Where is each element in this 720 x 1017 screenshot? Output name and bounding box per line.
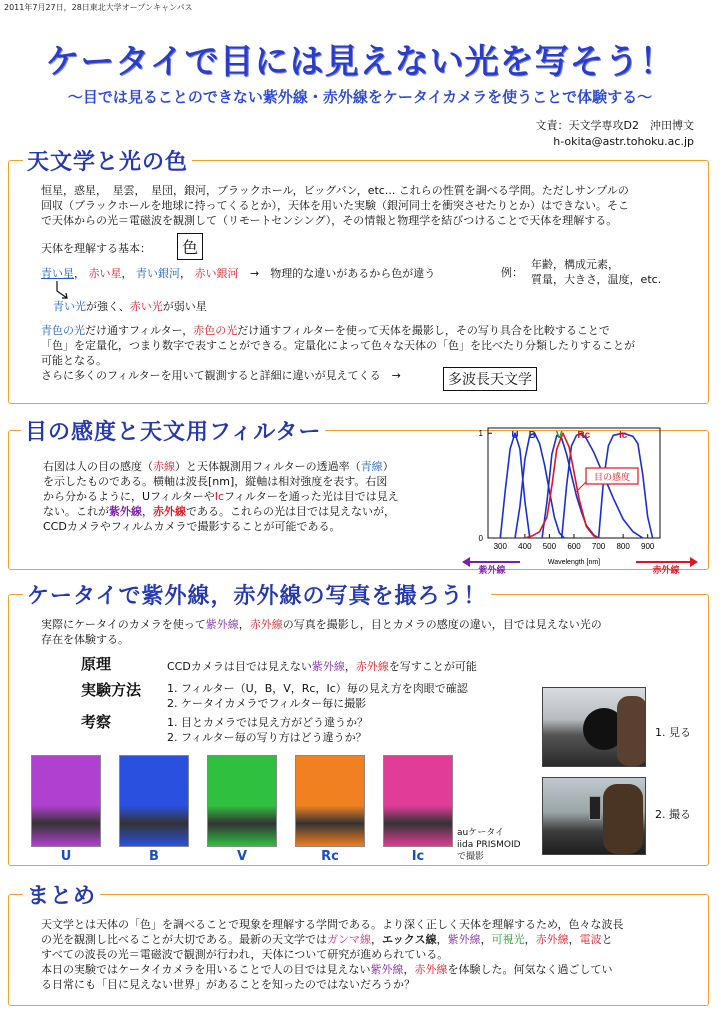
- text-span: である。これらの光は目では見えないが，: [186, 505, 395, 518]
- separator: ，: [74, 267, 85, 280]
- text-line: [43, 489, 449, 504]
- discussion-item: 2. フィルター毎の写り方はどう違うか？: [167, 731, 367, 744]
- discussion-list: [167, 715, 368, 745]
- basic-label: 天体を理解する基本：: [41, 242, 151, 255]
- text-line: [41, 617, 701, 632]
- filter-photo-label: Ic: [411, 849, 425, 864]
- filter-label-Ic: Ic: [618, 430, 628, 441]
- section-heading: 目の感度と天文用フィルター: [21, 415, 325, 446]
- filter-photo-v: [207, 755, 277, 847]
- uv-text: 紫外線: [447, 933, 481, 946]
- filter-label-B: B: [528, 430, 536, 441]
- filter-photo-label: U: [60, 849, 72, 864]
- principle-label: 原理: [81, 655, 112, 673]
- light-strength-line: [53, 299, 207, 314]
- poster-title: ケータイで目には見えない光を写そう！: [45, 42, 675, 82]
- section-astronomy-color: [8, 150, 709, 404]
- section-heading: まとめ: [23, 879, 100, 910]
- text-span: 右図は人の目の感度（: [43, 460, 153, 473]
- note-line: iida PRISMOID: [457, 840, 521, 850]
- text-line: [41, 932, 703, 947]
- text-span: が弱い星: [162, 300, 207, 313]
- ir-text: 赤外線: [355, 660, 389, 673]
- filter-photo-label: V: [236, 849, 248, 864]
- x-tick-label: 500: [542, 542, 557, 551]
- principle-text: [167, 659, 477, 674]
- text-span: だけ通すフィルターを使って天体を撮影し，その写り具合を比較することで: [237, 324, 610, 337]
- section-intro: [41, 617, 701, 647]
- text-span: と: [601, 933, 613, 946]
- filter-label-U: U: [511, 430, 519, 441]
- separator: ，: [480, 933, 492, 946]
- text-line: で天体からの光＝電磁波を観測して（リモートセンシング），その情報と物理学を結びつけることで天体を理解する。: [41, 214, 618, 227]
- ir-text: 赤外線: [249, 618, 283, 631]
- method-step: 2. ケータイカメラでフィルター毎に撮影: [167, 697, 367, 710]
- poster-subtitle: 〜目では見ることのできない紫外線・赤外線をケータイカメラを使うことで体験する〜: [67, 88, 653, 106]
- text-span: フィルターを通った光は目では見え: [224, 490, 399, 503]
- ir-label: 赤外線: [652, 566, 680, 574]
- text-line: 回収（ブラックホールを地球に持ってくるとか），天体を用いた実験（銀河同士を衝突させたりとか）はできない。そこ: [41, 199, 630, 212]
- example-label: 例：: [501, 266, 523, 279]
- note-line: で撮影: [457, 852, 485, 862]
- text-line: [41, 962, 703, 977]
- photo2-caption: 2. 撮る: [655, 808, 691, 821]
- text-line: [43, 504, 449, 519]
- blue-line-text: 青線: [360, 460, 383, 473]
- blue-galaxy-text: 青い銀河: [136, 267, 180, 280]
- ir-text: 赤外線: [535, 933, 569, 946]
- method-step: 1. フィルター（U，B，V，Rc，Ic）毎の見え方を肉眼で確認: [167, 682, 468, 695]
- text-line: 恒星，惑星， 星雲， 星団，銀河，ブラックホール，ビッグバン，etc... これらの性質を調べる学問。ただしサンプルの: [41, 184, 629, 197]
- text-span: ない。これが: [43, 505, 109, 518]
- ir-text: 赤外線: [414, 963, 448, 976]
- section-heading: ケータイで紫外線，赤外線の写真を撮ろう！: [23, 579, 491, 610]
- blue-star-text: 青い星: [41, 267, 74, 280]
- phone-shape: [589, 796, 601, 820]
- text-line: 「色」を定量化，つまり数字で表すことができる。定量化によって色々な天体の「色」を比べたり分類したりすることが: [41, 339, 635, 352]
- gamma-text: ガンマ線: [327, 933, 371, 946]
- red-color-text: 赤色の光: [193, 324, 238, 337]
- person-shape: [617, 696, 646, 766]
- uv-arrowhead-icon: [462, 557, 470, 567]
- summary-paragraph: [41, 917, 703, 992]
- filter-label-V: V: [555, 430, 563, 441]
- text-span: 実際にケータイのカメラを使って: [41, 618, 206, 631]
- person-shape: [603, 784, 643, 854]
- x-tick-label: 800: [616, 542, 630, 551]
- filter-photo-label: Rc: [321, 849, 339, 864]
- photo-shooting: [542, 777, 646, 855]
- xray-text: エックス線: [382, 933, 437, 946]
- x-tick-label: 600: [567, 542, 581, 551]
- filter-photo-ic: [383, 755, 453, 847]
- red-light-text: 赤い光: [129, 300, 163, 313]
- separator: ，: [371, 933, 382, 946]
- author-email[interactable]: h-okita@astr.tohoku.ac.jp: [553, 135, 694, 148]
- method-list: [167, 681, 468, 711]
- author-block: [536, 118, 694, 150]
- discussion-item: 1. 目とカメラでは見え方がどう違うか？: [167, 716, 368, 729]
- text-line: 存在を体験する。: [41, 633, 129, 646]
- separator: ，: [142, 505, 153, 518]
- ic-text: Ic: [214, 490, 225, 503]
- example-line: 質量，大きさ，温度，etc.: [531, 273, 662, 286]
- red-star-text: 赤い星: [88, 267, 122, 280]
- uv-text: 紫外線: [109, 505, 142, 518]
- uv-label: 紫外線: [478, 566, 506, 574]
- x-tick-label: 900: [641, 542, 655, 551]
- text-span: を写すことが可能: [388, 660, 477, 673]
- filter-paragraph: [41, 323, 701, 383]
- blue-light-text: 青い光: [53, 300, 86, 313]
- text-span: 本日の実験ではケータイカメラを用いることで人の目では見えない: [41, 963, 371, 976]
- x-axis-label: Wavelength [nm]: [547, 559, 601, 566]
- note-line: auケータイ: [457, 828, 505, 838]
- separator: ，: [568, 933, 580, 946]
- separator: ，: [121, 267, 133, 280]
- separator: ，: [436, 933, 448, 946]
- separator: ，: [344, 660, 356, 673]
- filter-photo-b: [119, 755, 189, 847]
- text-line: [43, 459, 449, 474]
- ir-text: 赤外線: [153, 505, 186, 518]
- text-span: ）: [382, 460, 394, 473]
- text-line: 可能となる。: [41, 354, 107, 367]
- x-tick-label: 700: [591, 542, 606, 551]
- example-text: [531, 257, 661, 287]
- text-line: すべての波長の光＝電磁波で観測が行われ，天体について研究が進められている。: [41, 948, 449, 961]
- example-line: 年齢，構成元素，: [531, 258, 619, 271]
- x-tick-label: 400: [518, 542, 532, 551]
- camera-note: [457, 827, 521, 863]
- filter-transmission-chart: [460, 410, 704, 574]
- text-span: の写真を撮影し，目とカメラの感度の違い，目では見えない光の: [282, 618, 602, 631]
- text-line: 天文学とは天体の「色」を調べることで現象を理解する学問である。より深く正しく天体を理解するため，色々な波長: [41, 918, 624, 931]
- text-span: が強く、: [86, 300, 130, 313]
- text-span: から分かるように，Uフィルターや: [43, 490, 215, 503]
- author-affiliation: 文責：天文学専攻D2 沖田博文: [535, 119, 694, 132]
- eye-sensitivity-label: 目の感度: [593, 473, 631, 483]
- y-tick-label: 0: [478, 534, 483, 543]
- section-paragraph: [43, 459, 449, 534]
- text-span: だけ通すフィルター，: [85, 324, 194, 337]
- separator: ，: [180, 267, 191, 280]
- uv-text: 紫外線: [370, 963, 404, 976]
- method-label: 実験方法: [81, 681, 142, 699]
- series-line-目の感度: [525, 433, 599, 538]
- text-line: [41, 323, 701, 338]
- ir-arrowhead-icon: [690, 557, 698, 567]
- text-line: CCDカメラやフィルムカメラで撮影することが可能である。: [43, 520, 341, 533]
- text-span: ）と天体観測用フィルターの透過率（: [175, 460, 361, 473]
- color-comparison-line: [41, 266, 501, 281]
- filter-photo-label: B: [149, 849, 159, 864]
- filter-photo-u: [31, 755, 101, 847]
- text-line: る日常にも「目に見えない世界」があることを知ったのではないだろうか？: [41, 978, 415, 991]
- discussion-label: 考察: [81, 713, 112, 731]
- photo-looking: [542, 687, 646, 767]
- y-tick-label: 1: [478, 429, 483, 439]
- text-span: CCDカメラは目では見えない: [167, 660, 312, 673]
- color-keyword-box: 色: [177, 233, 203, 260]
- text-span: の光を観測し比べることが大切である。最新の天文学では: [41, 933, 327, 946]
- blue-color-text: 青色の光: [41, 324, 85, 337]
- uv-text: 紫外線: [311, 660, 345, 673]
- red-line-text: 赤線: [153, 460, 175, 473]
- photo1-caption: 1. 見る: [655, 726, 691, 739]
- separator: ，: [238, 618, 250, 631]
- event-note: 2011年7月27日，28日東北大学オープンキャンパス: [4, 3, 193, 12]
- x-tick-label: 300: [493, 542, 507, 551]
- section-heading: 天文学と光の色: [23, 145, 192, 176]
- text-span: を体験した。何気なく過ごしてい: [447, 963, 613, 976]
- section-phone-photo: [8, 584, 709, 866]
- text-line: を示したものである。横軸は波長[nm]，縦軸は相対強度を表す。右図: [43, 475, 388, 488]
- arrow-text: → 物理的な違いがあるから色が違う: [250, 267, 436, 280]
- section-paragraph: [41, 183, 701, 228]
- filter-photo-rc: [295, 755, 365, 847]
- text-line: さらに多くのフィルターを用いて観測すると詳細に違いが見えてくる →: [41, 369, 401, 382]
- separator: ，: [403, 963, 415, 976]
- radio-text: 電波: [579, 933, 602, 946]
- filter-label-Rc: Rc: [577, 430, 591, 441]
- visible-text: 可視光: [491, 933, 525, 946]
- multiband-box: 多波長天文学: [443, 367, 537, 391]
- red-galaxy-text: 赤い銀河: [194, 267, 239, 280]
- uv-text: 紫外線: [205, 618, 239, 631]
- series-line-U: [500, 433, 530, 538]
- separator: ，: [524, 933, 536, 946]
- section-summary: [8, 884, 709, 1006]
